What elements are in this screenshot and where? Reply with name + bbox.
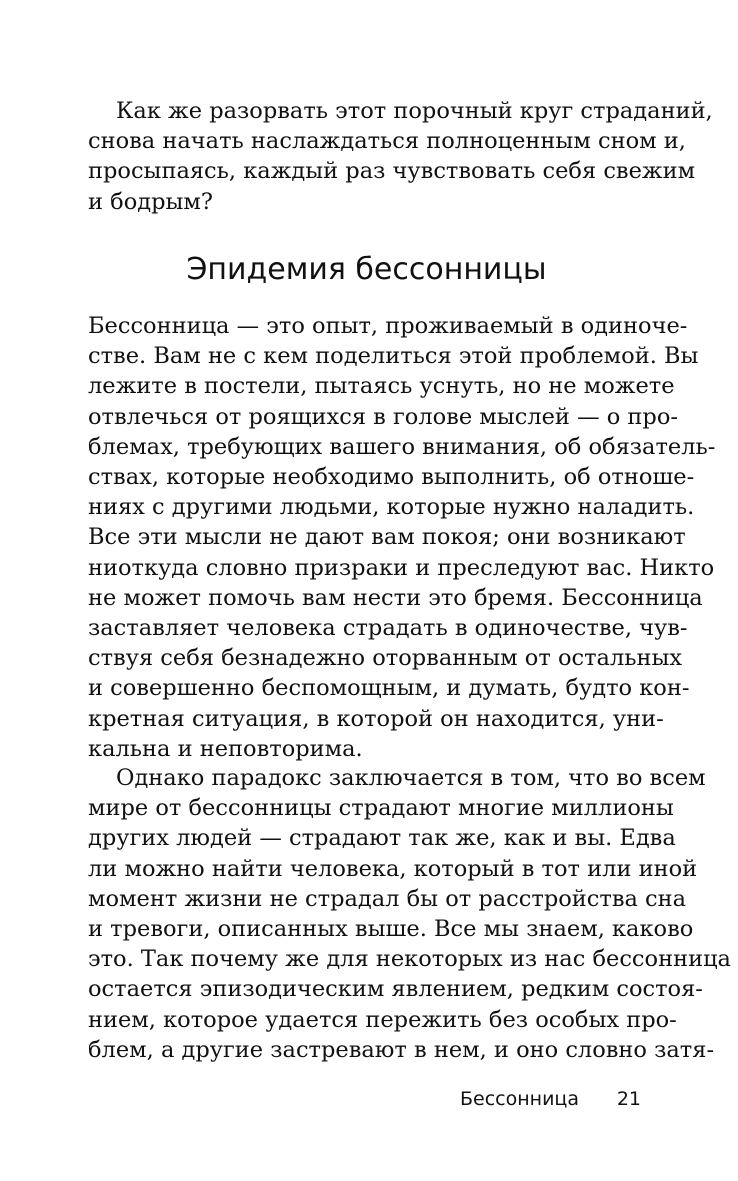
- paragraph-line: ниях с другими людьми, которые нужно наладить.: [88, 494, 695, 521]
- running-title: Бессонница: [459, 1088, 579, 1110]
- intro-paragraph: [88, 96, 713, 217]
- paragraph-line: Бессонница — это опыт, проживаемый в одиноче-: [88, 313, 688, 339]
- paragraph-line: ниоткуда словно призраки и преследуют вас. Никто: [88, 554, 715, 581]
- paragraph-line: других людей — страдают так же, как и вы. Едва: [88, 825, 676, 852]
- intro-line: и бодрым?: [88, 188, 213, 215]
- intro-line: просыпаясь, каждый раз чувствовать себя свежим: [88, 158, 696, 185]
- paragraph-line: и тревоги, описанных выше. Все мы знаем, каково: [88, 916, 694, 943]
- paragraph-line: заставляет человека страдать в одиночестве, чув-: [88, 615, 688, 642]
- paragraph-line: блемах, требующих вашего внимания, об обязатель-: [88, 433, 716, 460]
- paragraph-line: момент жизни не страдал бы от расстройства сна: [88, 885, 687, 912]
- page-footer: [88, 1088, 645, 1116]
- paragraph-line: Однако парадокс заключается в том, что во всем: [116, 765, 706, 791]
- intro-line: снова начать наслаждаться полноценным сном и,: [88, 128, 686, 155]
- section-heading: Эпидемия бессонницы: [186, 252, 547, 287]
- paragraph-line: лежите в постели, пытаясь уснуть, но не можете: [88, 373, 675, 400]
- paragraph-line: стве. Вам не с кем поделиться этой проблемой. Вы: [88, 343, 699, 370]
- paragraph-line: ствах, которые необходимо выполнить, об отноше-: [88, 464, 695, 491]
- paragraph-line: Все эти мысли не дают вам покоя; они возникают: [88, 524, 686, 551]
- paragraph-line: не может помочь вам нести это бремя. Бессонница: [88, 584, 703, 611]
- paragraph-line: остается эпизодическим явлением, редким состоя-: [88, 976, 703, 1003]
- paragraph-line: ствуя себя безнадежно оторванным от остальных: [88, 645, 683, 672]
- intro-line: Как же разорвать этот порочный круг страданий,: [116, 98, 713, 124]
- paragraph-line: ли можно найти человека, который в тот или иной: [88, 855, 698, 882]
- page-number: 21: [616, 1088, 641, 1110]
- paragraph-line: блем, а другие застревают в нем, и оно словно затя-: [88, 1036, 715, 1063]
- paragraph-line: и совершенно беспомощным, и думать, будто кон-: [88, 675, 690, 702]
- paragraph-1: [88, 311, 716, 764]
- paragraph-line: кретная ситуация, в которой он находится, уни-: [88, 705, 664, 732]
- paragraph-line: мире от бессонницы страдают многие миллионы: [88, 795, 674, 822]
- paragraph-line: отвлечься от роящихся в голове мыслей — о про-: [88, 403, 678, 430]
- paragraph-line: кальна и неповторима.: [88, 735, 363, 762]
- paragraph-line: это. Так почему же для некоторых из нас бессонница: [88, 946, 731, 973]
- paragraph-line: нием, которое удается пережить без особых про-: [88, 1006, 677, 1033]
- paragraph-2: [88, 763, 731, 1065]
